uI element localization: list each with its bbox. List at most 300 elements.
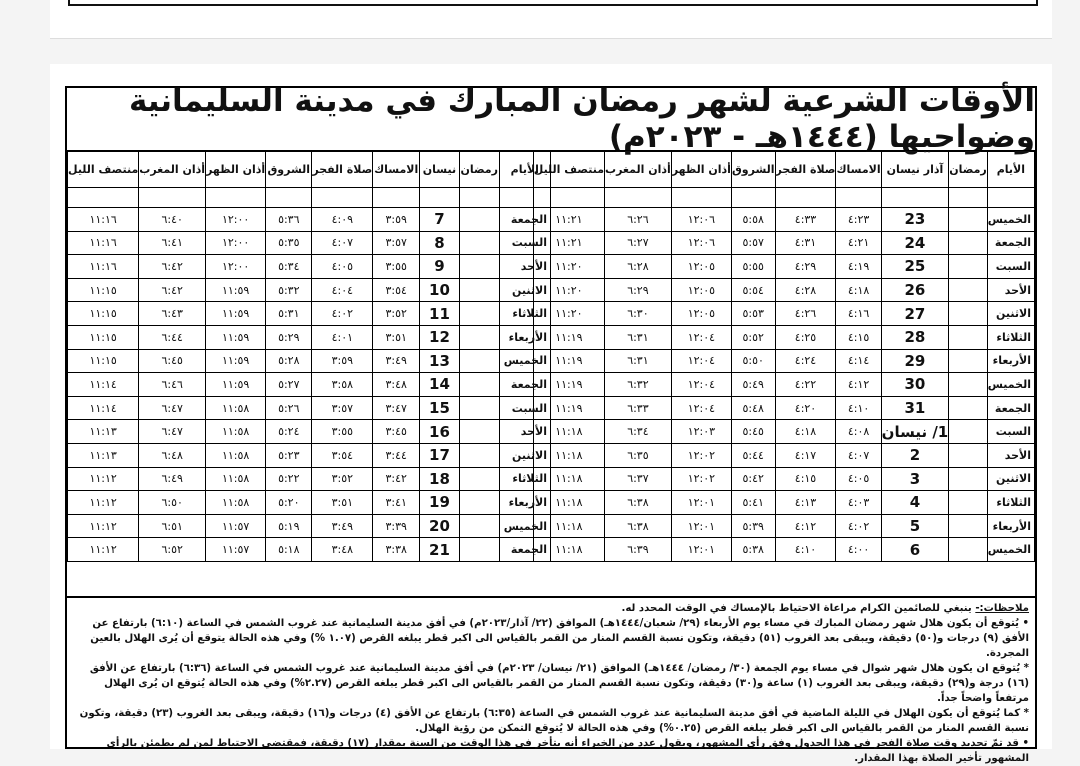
table-row <box>533 231 1034 255</box>
time-cell: ٤:١٤ <box>836 349 881 373</box>
time-cell: ١١:١٣ <box>68 420 139 444</box>
time-cell: ٥:١٨ <box>266 538 312 562</box>
time-cell: ١١:١٥ <box>68 349 139 373</box>
time-cell: ١١:١٥ <box>68 302 139 326</box>
time-cell: ١١:١٨ <box>533 538 604 562</box>
time-cell: ١٢:٠٥ <box>671 278 731 302</box>
table-row <box>68 420 551 444</box>
day-cell: الخميس <box>499 349 550 373</box>
time-cell: ١١:٢٠ <box>533 278 604 302</box>
blank-cell <box>731 188 775 208</box>
date-cell: 12 <box>420 325 460 349</box>
table-row <box>68 255 551 279</box>
blank-cell <box>266 188 312 208</box>
time-cell: ١٢:٠٠ <box>206 231 266 255</box>
table-row <box>68 373 551 397</box>
day-cell: الاثنين <box>499 443 550 467</box>
page-title: الأوقات الشرعية لشهر رمضان المبارك في مدينة السليمانية وضواحيها (١٤٤٤هـ - ٢٠٢٣م) <box>67 88 1035 152</box>
time-cell: ١٢:٠٣ <box>671 420 731 444</box>
time-cell: ٤:٠٠ <box>836 538 881 562</box>
time-cell: ٣:٤٨ <box>373 373 420 397</box>
time-cell: ٥:٥٧ <box>731 231 775 255</box>
table-row <box>533 278 1034 302</box>
ramadan-cell <box>459 514 499 538</box>
time-cell: ٣:٤٤ <box>373 443 420 467</box>
time-cell: ١١:١٩ <box>533 325 604 349</box>
column-header: رمضان <box>459 151 499 188</box>
date-cell: 27 <box>881 302 949 326</box>
time-cell: ١١:٥٩ <box>206 373 266 397</box>
table-row <box>68 349 551 373</box>
day-cell: الاثنين <box>987 302 1034 326</box>
time-cell: ٦:٤٩ <box>139 467 206 491</box>
column-header: الامساك <box>373 151 420 188</box>
notes-intro: ينبغي للصائمين الكرام مراعاة الاحتياط بالإمساك في الوقت المحدد له. <box>621 603 972 614</box>
ramadan-cell <box>459 538 499 562</box>
time-cell: ٥:٤٤ <box>731 443 775 467</box>
table-row <box>533 208 1034 232</box>
time-cell: ٣:٥٩ <box>373 208 420 232</box>
time-cell: ٤:١٠ <box>836 396 881 420</box>
day-cell: الاثنين <box>499 278 550 302</box>
time-cell: ١١:٥٩ <box>206 302 266 326</box>
day-cell: الاثنين <box>987 467 1034 491</box>
time-cell: ٤:٠٨ <box>836 420 881 444</box>
date-cell: 3 <box>881 467 949 491</box>
time-cell: ١١:٥٨ <box>206 420 266 444</box>
time-cell: ١١:١٨ <box>533 467 604 491</box>
time-cell: ٦:٣٨ <box>605 491 672 515</box>
table-row <box>533 491 1034 515</box>
day-cell: الخميس <box>987 538 1034 562</box>
time-cell: ٣:٤٥ <box>373 420 420 444</box>
time-cell: ٥:٢٢ <box>266 467 312 491</box>
time-cell: ٤:٠٣ <box>836 491 881 515</box>
blank-cell <box>987 188 1034 208</box>
day-cell: الخميس <box>499 514 550 538</box>
column-header: نيسان <box>420 151 460 188</box>
ramadan-cell <box>949 443 988 467</box>
document-page <box>50 64 1052 764</box>
column-header: الشروق <box>266 151 312 188</box>
time-cell: ٤:٢٢ <box>775 373 836 397</box>
column-header: رمضان <box>949 151 988 188</box>
time-cell: ٦:٣٨ <box>605 514 672 538</box>
time-cell: ٦:٣٠ <box>605 302 672 326</box>
ramadan-cell <box>459 420 499 444</box>
day-cell: الجمعة <box>987 231 1034 255</box>
time-cell: ٥:٣٤ <box>266 255 312 279</box>
time-cell: ١٢:٠٥ <box>671 255 731 279</box>
time-cell: ٣:٥٧ <box>373 231 420 255</box>
time-cell: ١٢:٠٤ <box>671 373 731 397</box>
table-row <box>68 278 551 302</box>
blank-cell <box>459 188 499 208</box>
date-cell: 4 <box>881 491 949 515</box>
left-timetable <box>67 150 551 562</box>
time-cell: ٤:٠٧ <box>312 231 373 255</box>
time-cell: ١١:٥٨ <box>206 491 266 515</box>
date-cell: 24 <box>881 231 949 255</box>
table-row <box>68 325 551 349</box>
blank-cell <box>312 188 373 208</box>
day-cell: الجمعة <box>499 538 550 562</box>
time-cell: ٣:٥٨ <box>312 373 373 397</box>
note-item: * يُتوقع ان يكون هلال شهر شوال في مساء يوم الجمعة (٣٠/ رمضان/ ١٤٤٤هـ) الموافق (٢١/ نيسان/ ٢٠٢٣م) في أفق مدينة السليمانية عند غروب الشمس في الساعة (٦:٣٦) بارتفاع عن الأفق (١٦) درجة و(٢٩) دقيقة، ويبقى بعد الغروب (١) ساعة و(٣٠) دقيقة، وتكون نسبة القسم المنار من القمر بالقياس الى اكبر قطر يبلغه القرص (٢.٢٧%) وفي هذه الحالة يُتوقع ان يُرى الهلال مرتفعاً واضحاً جداً. <box>89 663 1029 704</box>
time-cell: ١١:٥٨ <box>206 467 266 491</box>
day-cell: الأربعاء <box>987 514 1034 538</box>
time-cell: ٥:٣٦ <box>266 208 312 232</box>
notes-heading: ملاحظات:- <box>975 603 1029 614</box>
column-header: الشروق <box>731 151 775 188</box>
table-row <box>68 514 551 538</box>
table-row <box>533 396 1034 420</box>
time-cell: ٣:٤٢ <box>373 467 420 491</box>
time-cell: ٦:٣١ <box>605 325 672 349</box>
time-cell: ٥:٤٨ <box>731 396 775 420</box>
ramadan-cell <box>949 325 988 349</box>
time-cell: ٦:٣٤ <box>605 420 672 444</box>
time-cell: ١١:١٦ <box>68 208 139 232</box>
time-cell: ٥:٢٤ <box>266 420 312 444</box>
time-cell: ٤:١٥ <box>836 325 881 349</box>
time-cell: ١١:١٨ <box>533 491 604 515</box>
time-cell: ٦:٢٦ <box>605 208 672 232</box>
table-row <box>68 491 551 515</box>
table-row <box>533 514 1034 538</box>
ramadan-cell <box>949 538 988 562</box>
time-cell: ٤:٠٩ <box>312 208 373 232</box>
time-cell: ٦:٤٠ <box>139 208 206 232</box>
time-cell: ١١:١٢ <box>68 491 139 515</box>
time-cell: ١١:٢١ <box>533 208 604 232</box>
ramadan-cell <box>949 302 988 326</box>
time-cell: ٥:٥٥ <box>731 255 775 279</box>
date-cell: 8 <box>420 231 460 255</box>
time-cell: ٤:٠٥ <box>312 255 373 279</box>
day-cell: الأربعاء <box>499 325 550 349</box>
time-cell: ٤:١٢ <box>775 514 836 538</box>
time-cell: ٦:٤١ <box>139 231 206 255</box>
time-cell: ٤:٠٥ <box>836 467 881 491</box>
date-cell: 31 <box>881 396 949 420</box>
time-cell: ٥:٥٢ <box>731 325 775 349</box>
time-cell: ٣:٣٨ <box>373 538 420 562</box>
time-cell: ٤:٣١ <box>775 231 836 255</box>
time-cell: ٤:٢٨ <box>775 278 836 302</box>
date-cell: 25 <box>881 255 949 279</box>
right-timetable <box>533 150 1035 562</box>
time-cell: ١١:١٢ <box>68 514 139 538</box>
time-cell: ٤:١٧ <box>775 443 836 467</box>
day-cell: الثلاثاء <box>987 491 1034 515</box>
column-header: الأيام <box>499 151 550 188</box>
time-cell: ١١:٥٧ <box>206 538 266 562</box>
time-cell: ٤:١٥ <box>775 467 836 491</box>
time-cell: ٦:٢٨ <box>605 255 672 279</box>
time-cell: ٥:٢٦ <box>266 396 312 420</box>
time-cell: ١١:١٩ <box>533 396 604 420</box>
time-cell: ٤:٢٠ <box>775 396 836 420</box>
date-cell: 28 <box>881 325 949 349</box>
time-cell: ٤:٠٢ <box>312 302 373 326</box>
time-cell: ١١:١٢ <box>68 467 139 491</box>
time-cell: ٤:٠٤ <box>312 278 373 302</box>
column-header: أذان المغرب <box>605 151 672 188</box>
date-cell: 26 <box>881 278 949 302</box>
table-row <box>68 538 551 562</box>
time-cell: ٦:٤٢ <box>139 278 206 302</box>
blank-cell <box>499 188 550 208</box>
blank-cell <box>420 188 460 208</box>
date-cell: 9 <box>420 255 460 279</box>
date-cell: 23 <box>881 208 949 232</box>
time-cell: ٣:٤٩ <box>373 349 420 373</box>
time-cell: ٦:٢٧ <box>605 231 672 255</box>
time-cell: ٤:١٢ <box>836 373 881 397</box>
note-item: * كما يُتوقع أن يكون الهلال في الليلة الماضية في أفق مدينة السليمانية عند غروب الشمس في الساعة (٦:٣٥) بارتفاع عن الأفق (٤) درجات و(١٦) دقيقة، ويبقى بعد الغروب (٢٣) دقيقة، وتكون نسبة القسم المنار من القمر بالقياس الى اكبر قطر يبلغه القرص (٠.٢٥%) وفي هذه الحالة لا يُتوقع التمكن من رؤية الهلال. <box>79 708 1029 734</box>
table-row <box>68 443 551 467</box>
time-cell: ٥:٣٨ <box>731 538 775 562</box>
time-cell: ٤:٢٣ <box>836 208 881 232</box>
table-row <box>68 302 551 326</box>
timetable-frame <box>65 83 1037 764</box>
date-cell: 29 <box>881 349 949 373</box>
day-cell: الخميس <box>987 373 1034 397</box>
ramadan-cell <box>459 349 499 373</box>
column-header: أذان الظهر <box>671 151 731 188</box>
time-cell: ٥:٣٩ <box>731 514 775 538</box>
time-cell: ٤:٠٢ <box>836 514 881 538</box>
time-cell: ٣:٥٤ <box>312 443 373 467</box>
day-cell: الأحد <box>499 420 550 444</box>
time-cell: ٦:٤٦ <box>139 373 206 397</box>
time-cell: ٥:٣٢ <box>266 278 312 302</box>
table-row <box>68 396 551 420</box>
time-cell: ٣:٥٤ <box>373 278 420 302</box>
date-cell: 14 <box>420 373 460 397</box>
time-cell: ١١:١٩ <box>533 373 604 397</box>
day-cell: الخميس <box>987 208 1034 232</box>
date-cell: 21 <box>420 538 460 562</box>
ramadan-cell <box>459 373 499 397</box>
blank-cell <box>836 188 881 208</box>
time-cell: ٤:٠٧ <box>836 443 881 467</box>
time-cell: ٦:٣٢ <box>605 373 672 397</box>
time-cell: ١١:١٩ <box>533 349 604 373</box>
day-cell: السبت <box>987 255 1034 279</box>
time-cell: ٤:١٩ <box>836 255 881 279</box>
time-cell: ٤:٢٩ <box>775 255 836 279</box>
time-cell: ٥:٥٣ <box>731 302 775 326</box>
time-cell: ٦:٣٩ <box>605 538 672 562</box>
day-cell: الأحد <box>499 255 550 279</box>
column-header: أذان المغرب <box>139 151 206 188</box>
time-cell: ١٢:٠١ <box>671 538 731 562</box>
table-row <box>68 231 551 255</box>
day-cell: الجمعة <box>987 396 1034 420</box>
note-item: • قد تمّ تحديد وقت صلاة الفجر في هذا الجدول وفق رأي المشهور، ويقول عدد من الخبراء أنه يتأخر في هذا الوقت من السنة بمقدار (١٧) دقيقة، فمقتضى الاحتياط لمن لم يطمئن بالرأي المشهور تأخير الصلاة بهذا المقدار. <box>106 738 1029 764</box>
time-cell: ٥:١٩ <box>266 514 312 538</box>
time-cell: ٣:٥٢ <box>373 302 420 326</box>
day-cell: الأحد <box>987 443 1034 467</box>
time-cell: ٥:٥٨ <box>731 208 775 232</box>
time-cell: ١١:٥٩ <box>206 325 266 349</box>
time-cell: ٥:٢٩ <box>266 325 312 349</box>
day-cell: الجمعة <box>499 373 550 397</box>
time-cell: ١٢:٠٢ <box>671 443 731 467</box>
time-cell: ١٢:٠٥ <box>671 302 731 326</box>
ramadan-cell <box>949 208 988 232</box>
date-cell: 20 <box>420 514 460 538</box>
time-cell: ١١:١٢ <box>68 538 139 562</box>
time-cell: ٤:١٠ <box>775 538 836 562</box>
notes-section <box>67 596 1035 764</box>
ramadan-cell <box>949 514 988 538</box>
ramadan-cell <box>949 255 988 279</box>
day-cell: الأحد <box>987 278 1034 302</box>
time-cell: ٣:٤٩ <box>312 514 373 538</box>
day-cell: الأربعاء <box>987 349 1034 373</box>
time-cell: ٤:٣٣ <box>775 208 836 232</box>
day-cell: الجمعة <box>499 208 550 232</box>
table-row <box>533 325 1034 349</box>
time-cell: ٥:٤٥ <box>731 420 775 444</box>
ramadan-cell <box>459 278 499 302</box>
time-cell: ١١:١٤ <box>68 396 139 420</box>
notes-heading-line <box>71 601 1029 616</box>
time-cell: ٣:٥٢ <box>312 467 373 491</box>
time-cell: ٦:٣٣ <box>605 396 672 420</box>
time-cell: ٦:٥٠ <box>139 491 206 515</box>
time-cell: ١١:٥٩ <box>206 349 266 373</box>
time-cell: ٣:٥٧ <box>312 396 373 420</box>
time-cell: ١٢:٠٤ <box>671 325 731 349</box>
table-row <box>533 467 1034 491</box>
date-cell: 11 <box>420 302 460 326</box>
time-cell: ٦:٢٩ <box>605 278 672 302</box>
time-cell: ٥:٣٥ <box>266 231 312 255</box>
table-row <box>68 467 551 491</box>
time-cell: ٣:٥٩ <box>312 349 373 373</box>
time-cell: ٦:٤٧ <box>139 396 206 420</box>
day-cell: الثلاثاء <box>499 302 550 326</box>
time-cell: ١٢:٠٢ <box>671 467 731 491</box>
time-cell: ٦:٤٤ <box>139 325 206 349</box>
time-cell: ٥:٤١ <box>731 491 775 515</box>
table-row <box>533 255 1034 279</box>
time-cell: ١١:١٨ <box>533 443 604 467</box>
column-header: آذار نيسان <box>881 151 949 188</box>
table-row <box>533 538 1034 562</box>
note-item: • يُتوقع أن يكون هلال شهر رمضان المبارك في مساء يوم الأربعاء (٢٩/ شعبان/١٤٤٤هـ) الموافق (٢٢/ آذار/٢٠٢٣م) في أفق مدينة السليمانية عند غروب الشمس في الساعة (٦:١٠) بارتفاع عن الأفق (٩) درجات و(٥٠) دقيقة، ويبقى بعد الغروب (٥١) دقيقة، وتكون نسبة القسم المنار من القمر بالقياس الى اكبر قطر يبلغه القرص (١.٠٧ %) وفي هذه الحالة يتوقع أن يُرى الهلال بالعين المجردة. <box>90 618 1029 659</box>
time-cell: ٣:٣٩ <box>373 514 420 538</box>
time-cell: ١٢:٠٤ <box>671 349 731 373</box>
column-header: الأيام <box>987 151 1034 188</box>
table-row <box>533 420 1034 444</box>
column-header: صلاة الفجر <box>312 151 373 188</box>
time-cell: ٤:١٦ <box>836 302 881 326</box>
time-cell: ٤:١٣ <box>775 491 836 515</box>
time-cell: ١١:٥٧ <box>206 514 266 538</box>
time-cell: ٣:٥١ <box>373 325 420 349</box>
column-header: صلاة الفجر <box>775 151 836 188</box>
date-cell: 10 <box>420 278 460 302</box>
ramadan-cell <box>949 491 988 515</box>
ramadan-cell <box>459 302 499 326</box>
time-cell: ١٢:٠٦ <box>671 208 731 232</box>
table-row <box>533 302 1034 326</box>
time-cell: ٦:٥١ <box>139 514 206 538</box>
time-cell: ١١:١٨ <box>533 514 604 538</box>
blank-cell <box>68 188 139 208</box>
date-cell: 2 <box>881 443 949 467</box>
ramadan-cell <box>459 491 499 515</box>
ramadan-cell <box>949 278 988 302</box>
time-cell: ١١:٥٨ <box>206 396 266 420</box>
table-row <box>533 349 1034 373</box>
blank-cell <box>671 188 731 208</box>
time-cell: ٤:٢٤ <box>775 349 836 373</box>
ramadan-cell <box>949 467 988 491</box>
blank-cell <box>881 188 949 208</box>
ramadan-cell <box>949 373 988 397</box>
time-cell: ١١:١٦ <box>68 255 139 279</box>
date-cell: 7 <box>420 208 460 232</box>
date-cell: 19 <box>420 491 460 515</box>
date-cell: 15 <box>420 396 460 420</box>
column-header: الامساك <box>836 151 881 188</box>
time-cell: ٥:٢٨ <box>266 349 312 373</box>
time-cell: ٣:٥٥ <box>373 255 420 279</box>
time-cell: ٥:٢٣ <box>266 443 312 467</box>
time-cell: ٣:٤٨ <box>312 538 373 562</box>
time-cell: ٦:٤٧ <box>139 420 206 444</box>
time-cell: ١٢:٠٤ <box>671 396 731 420</box>
ramadan-cell <box>949 231 988 255</box>
time-cell: ٦:٤٣ <box>139 302 206 326</box>
day-cell: الثلاثاء <box>499 467 550 491</box>
ramadan-cell <box>459 325 499 349</box>
ramadan-cell <box>459 231 499 255</box>
column-header: منتصف الليل <box>68 151 139 188</box>
time-cell: ١١:١٦ <box>68 231 139 255</box>
day-cell: السبت <box>987 420 1034 444</box>
ramadan-cell <box>459 208 499 232</box>
ramadan-cell <box>459 443 499 467</box>
time-cell: ٤:٢٦ <box>775 302 836 326</box>
time-cell: ٤:١٨ <box>836 278 881 302</box>
column-header: منتصف الليل <box>533 151 604 188</box>
time-cell: ٦:٣١ <box>605 349 672 373</box>
day-cell: الثلاثاء <box>987 325 1034 349</box>
time-cell: ١٢:٠٦ <box>671 231 731 255</box>
time-cell: ٤:٢١ <box>836 231 881 255</box>
time-cell: ٥:٢٧ <box>266 373 312 397</box>
time-cell: ١١:١٣ <box>68 443 139 467</box>
time-cell: ١٢:٠٠ <box>206 208 266 232</box>
date-cell: 1/ نيسان <box>881 420 949 444</box>
date-cell: 13 <box>420 349 460 373</box>
time-cell: ١٢:٠٠ <box>206 255 266 279</box>
time-cell: ٣:٤١ <box>373 491 420 515</box>
ramadan-cell <box>459 255 499 279</box>
time-cell: ١٢:٠١ <box>671 514 731 538</box>
time-cell: ١٢:٠١ <box>671 491 731 515</box>
time-cell: ١١:٢٠ <box>533 302 604 326</box>
time-cell: ٤:٢٥ <box>775 325 836 349</box>
date-cell: 30 <box>881 373 949 397</box>
